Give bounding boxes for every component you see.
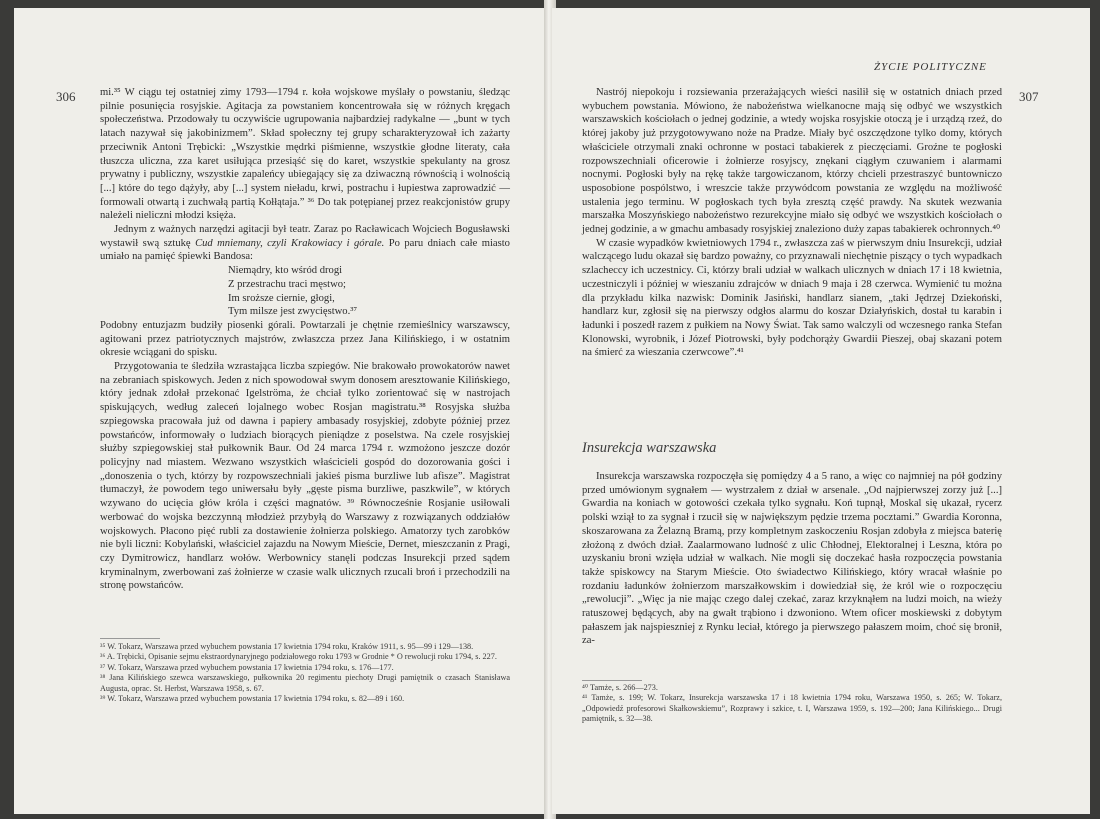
verse-line: Tym milsze jest zwycięstwo.³⁷ bbox=[228, 306, 358, 318]
verse-line: Z przestrachu traci męstwo; bbox=[228, 278, 346, 290]
play-title: Cud mniemany, czyli Krakowiacy i górale. bbox=[195, 237, 385, 249]
section-heading: Insurekcja warszawska bbox=[582, 440, 717, 456]
left-body-text bbox=[100, 86, 510, 593]
footnote: ⁴¹ Tamże, s. 199; W. Tokarz, Insurekcja warszawska 17 i 18 kwietnia 1794 roku, Warszawa 1950, s. 265; W. Tokarz, „Odpowiedź profesorowi Skałkowskiemu”, Rozprawy i szkice, t. I, Warszawa 1959, s. 192—200; Jana Kilińskiego... Drugi pamiętnik, s. 32—38. bbox=[582, 693, 1002, 724]
paragraph-text: Jednym z ważnych narzędzi agitacji był teatr. Zaraz po Racławicach Wojciech Bogusławski wystawił swą sztukę bbox=[100, 224, 510, 249]
verse-line: Niemądry, kto wśród drogi bbox=[228, 265, 343, 277]
paragraph: Insurekcja warszawska rozpoczęła się pomiędzy 4 a 5 rano, a więc co najmniej na pół godziny przed umówionym sygnałem — wystrzałem z dział w arsenale. „Od najpierwszej zorzy już [...] Gwardia na koniach w gotowości czekała tylko sygnału. Koń tupnął, Moskal się ukazał, rycerz polski wziął to za sygnał i rzucił się w największym pędzie trzema pocztami.” Gwardia Koronna, skoszarowana za Żelazną Bramą, przy kompletnym zaskoczeniu Rosjan zdobyła z miejsca baterię złożoną z dwóch dział. Zaalarmowano ludność z ulic Chłodnej, Elektoralnej i Leszna, która po uzyskaniu broni wzięła udział w walkach. Nie mogli się doczekać hasła rozpoczęcia powstania także spiskowcy na Starym Mieście. Oto świadectwo Kilińskiego, który wracał właśnie po rozdaniu ładunków żołnierzom marszałkowskim i dowiedział się, że król wie o rozpoczęciu „rewolucji”. „Więc ja nie mając czego dalej czekać, zaraz krzyknąłem na ludzi moich, na wieży ratuszowej będących, aby na gwałt trąbiono i dzwoniono. Wtem oficer moskiewski z dobytym pałaszem jak najspieszniej z Rynku leciał, którego ja pierwszego pałaszem moim, choć się bronił, za- bbox=[582, 471, 1002, 647]
verse-line: Im sroższe ciernie, głogi, bbox=[228, 292, 335, 304]
song-verse bbox=[228, 264, 510, 319]
page-number-right: 307 bbox=[1019, 89, 1039, 104]
paragraph-text: Po paru dniach całe miasto umiało na pamięć śpiewki Bandosa: bbox=[100, 237, 510, 263]
page-number-left: 306 bbox=[56, 89, 76, 104]
footnote: ³⁵ W. Tokarz, Warszawa przed wybuchem powstania 17 kwietnia 1794 roku, Kraków 1911, s. 95—99 i 129—138. bbox=[100, 642, 474, 651]
left-footnotes bbox=[100, 642, 510, 704]
paragraph: Podobny entuzjazm budziły piosenki górali. Powtarzali je chętnie rzemieślnicy warszawscy, agitowani przez patriotycznych majstrów, zwłaszcza przez Jana Kilińskiego, i w ostatnim okresie wciągani do spisku. bbox=[100, 319, 510, 359]
footnote-rule bbox=[582, 680, 642, 681]
footnote: ³⁹ W. Tokarz, Warszawa przed wybuchem powstania 17 kwietnia 1794 roku, s. 82—89 i 160. bbox=[100, 694, 405, 704]
footnote: ³⁸ Jana Kilińskiego szewca warszawskiego, pułkownika 20 regimentu piechoty Drugi pamiętnik o czasach Stanisława Augusta, oprac. St. Herbst, Warszawa 1958, s. 67. bbox=[100, 673, 510, 693]
paragraph: Przygotowania te śledziła wzrastająca liczba szpiegów. Nie brakowało prowokatorów nawet na zebraniach spiskowych. Jeden z nich spowodował swym donosem aresztowanie Kilińskiego, który jednak zdołał przekonać Igelströma, że chciał tylko zorientować się w nastrojach spiskujących, według zaleceń lojalnego wobec Rosjan magistratu.³⁸ Rosyjska służba szpiegowska pracowała już od dawna i papiery ambasady rosyjskiej, zdobyte później przez powstańców, informowały o ludziach biorących pieniądze z poselstwa. Na czele rosyjskiej służby szpiegowskiej stał pułkownik Baur. Od 24 marca 1794 r. wzmożono jeszcze dozór policyjny nad miastem. Wezwano wszystkich właścicieli gospód do dozorowania gości i „donoszenia o tych, którzy by rozpowszechniali jakieś pisma burzliwe lub afisze”. Magistrat tłumaczył, że powodem tego uniwersału były „gęste pisma burzliwe, paszkwile”, w których wzywano do ucięcia głów króla i części magnatów. ³⁹ Równocześnie Rosjanie usiłowali werbować do wojska bezczynną młodzież przybyłą do Warszawy z rozwiązanych oddziałów wojskowych. Płacono pięć rubli za dostawienie żołnierza polskiego. Amatorzy tych zarobków nie byli liczni: Kobylański, właściciel zajazdu na Nowym Mieście, Dernet, mieszczanin z Pragi, czy Dymitrowicz, handlarz wołów. Werbownicy stanęli podczas Insurekcji przed sądem kryminalnym, zwerbowani zaś żołnierze w czasie walk ulicznych rzucali broń i przechodzili na stronę powstańców. bbox=[100, 361, 510, 592]
footnote-rule bbox=[100, 638, 160, 639]
right-footnotes bbox=[582, 683, 1002, 725]
paragraph: W czasie wypadków kwietniowych 1794 r., zwłaszcza zaś w pierwszym dniu Insurekcji, udział walczącego ludu okazał się bardzo poważny, co przyznawali niechętnie piszący o tych wypadkach szlacheccy ich uczestnicy. Ci, którzy brali udział w walkach ulicznych w dniach 17 i 18 kwietnia, uczestniczyli i później w wieszaniu zdrajców w dniach 9 maja i 28 czerwca. Wymienić tu można dla przykładu kilka nazwisk: Dominik Jasiński, handlarz sianem, „taki Jędrzej Dziekoński, handlarz kur, zgłosił się na pierwszy odgłos alarmu do koszar Działyńskich, dostał tu karabin i ładunki i poszedł razem z pułkiem na Nowy Świat. Tak samo walczyli od wczesnego ranka Stefan Klonowski, wyrobnik, i Józef Piotrowski, były podchorąży Gwardii Pieszej, obaj skazani potem na śmierć za wieszania czerwcowe”.⁴¹ bbox=[582, 237, 1002, 359]
paragraph: Nastrój niepokoju i rozsiewania przerażających wieści nasilił się w ostatnich dniach przed wybuchem powstania. Mówiono, że nabożeństwa wielkanocne mają się odbyć we wszystkich warszawskich kościołach o jednej godzinie, a wtedy wojska rosyjskie otoczą je i urządzą rzeź, do której jakoby już przygotowywano noże na Pradze. Miały być oszczędzone tylko domy, których właściciele otrzymali znaki ochronne w postaci tabakierek z pieczęciami. Groźne te pogłoski rozpowszechniali oficerowie i żołnierze rosyjscy, znękani ciągłym czuwaniem i alarmami nocnymi. Pogłoski były na rękę także targowiczanom, którzy chcieli przestraszyć buntowniczo usposobione pospólstwo, i wreszcie także przywódcom powstania ze względu na możliwość ustalenia jego terminu. W pogłoskach tych była zresztą część prawdy. Na skutek wezwania marszałka Moszyńskiego nabożeństwo rezurekcyjne miało się odbyć we wszystkich kościołach o jednej godzinie, a w gmachu ambasady rosyjskiej znaleziono duży zapas tabakierek ochronnych.⁴⁰ bbox=[582, 87, 1002, 236]
right-page bbox=[552, 8, 1090, 814]
footnote: ⁴⁰ Tamże, s. 266—273. bbox=[582, 683, 658, 692]
section-body-text bbox=[582, 470, 1002, 648]
footnote: ³⁷ W. Tokarz, Warszawa przed wybuchem powstania 17 kwietnia 1794 roku, s. 176—177. bbox=[100, 662, 394, 672]
running-head: ŻYCIE POLITYCZNE bbox=[874, 61, 987, 73]
paragraph bbox=[100, 223, 510, 264]
right-body-text bbox=[582, 86, 1002, 360]
left-page bbox=[14, 8, 548, 814]
paragraph: mi.³⁵ W ciągu tej ostatniej zimy 1793—1794 r. koła wojskowe myślały o powstaniu, śledząc pilnie posunięcia rosyjskie. Agitacja za powstaniem koncentrowała się w różnych kręgach społeczeństwa. Przodowały tu oczywiście ugrupowania najbardziej radykalne — „bunt w tych latach nazywał się jakobinizmem”. Skład społeczny tej grupy scharakteryzował ich zażarty przeciwnik Antoni Trębicki: „Wszystkie mędrki piśmienne, wszystkie głodne literaty, cała tłuszcza uliczna, zza karet usiłująca przesiąść się do karet, wszystkie spekulanty na grosz prywatny i publiczny, wszystkie zapaleńcy ubiegający się za dziwaczną równością i wolnością [...] które do tego dążyły, aby [...] system nieładu, krwi, postrachu i łupiestwa zaprowadzić — formowali otwartą i zuchwałą partią Kołłątaja.” ³⁶ Do tak potępianej przez reakcjonistów grupy należeli nieliczni młodzi księża. bbox=[100, 87, 510, 222]
footnote: ³⁶ A. Trębicki, Opisanie sejmu ekstraordynaryjnego podziałowego roku 1793 w Grodnie * O rewolucji roku 1794, s. 227. bbox=[100, 652, 497, 662]
